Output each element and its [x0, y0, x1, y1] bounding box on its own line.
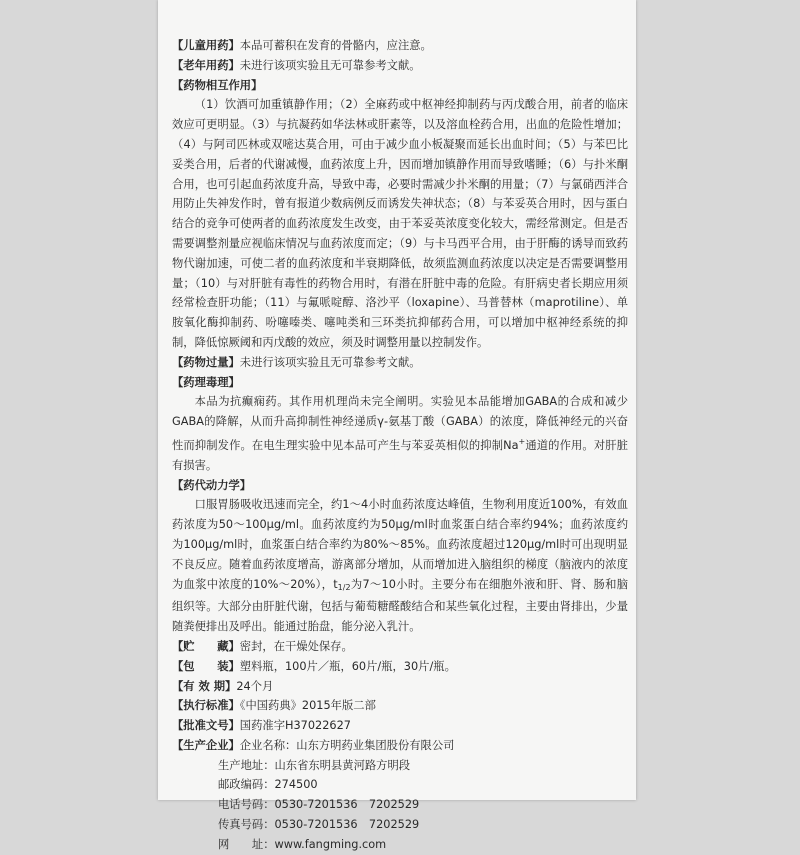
manufacturer-address: 生产地址：山东省东明县黄河路方明段: [218, 758, 411, 772]
pharmacokinetics-text-a: 口服胃肠吸收迅速而完全，约1～4小时血药浓度达峰值，生物利用度近100%，有效血药浓度为50～100μg/ml。血药浓度约为50μg/ml时血浆蛋白结合率约94%；血药浓度约为100μg/ml时，血浆蛋白结合率约为80%～85%。血药浓度超过120μg/ml时可出现明显不良反应。随着血药浓度增高，游离部分增加，从而增加进入脑组织的梯度（脑液内的浓度为血浆中浓度的10%～20%），t: [172, 498, 628, 591]
half-life-subscript: 1/2: [337, 582, 351, 592]
overdose-text: 未进行该项实验且无可靠参考文献。: [239, 355, 421, 369]
pharmacology-paragraph: [172, 392, 628, 475]
drug-leaflet-text: [172, 36, 628, 855]
pharmacokinetics-paragraph: [172, 495, 628, 637]
package-section: [172, 657, 628, 677]
pharmacokinetics-text-b: 为7～10小时。主要分布在细胞外液和肝、肾、肠和脑组织等。大部分由肝脏代谢，包括与葡萄糖醛酸结合和某些氧化过程，主要由肾排出，少量随粪便排出及呼出。能通过胎盘，能分泌入乳汁。: [172, 577, 628, 634]
standard-label: 【执行标准】: [172, 699, 240, 713]
manufacturer-postcode: 邮政编码：274500: [218, 778, 318, 792]
approval-text: 国药准字H37022627: [239, 719, 351, 733]
standard-section: [172, 696, 628, 716]
pharmacology-text-a: 本品为抗癫痫药。其作用机理尚未完全阐明。实验见本品能增加GABA的合成和减少GABA的降解，从而升高抑制性神经递质γ-氨基丁酸（GABA）的浓度，降低神经元的兴奋性而抑制发作。在电生理实验中见本品可产生与苯妥英相似的抑制Na: [172, 395, 628, 452]
interactions-heading: [172, 76, 628, 96]
interactions-label: 【药物相互作用】: [172, 78, 263, 92]
overdose-section: [172, 353, 628, 373]
child-use-text: 本品可蓄积在发育的骨骼内，应注意。: [239, 39, 432, 52]
pharmacology-text-b: 通道的作用。对肝脏有损害。: [172, 438, 628, 472]
child-use-label: 【儿童用药】: [172, 39, 240, 52]
overdose-label: 【药物过量】: [172, 355, 240, 369]
validity-section: [172, 677, 628, 697]
approval-label: 【批准文号】: [172, 719, 240, 733]
storage-label: 【贮 藏】: [172, 639, 240, 653]
pharmacology-section: [172, 392, 628, 475]
approval-section: [172, 716, 628, 736]
elderly-use-section: [172, 56, 628, 76]
validity-label: 【有 效 期】: [172, 679, 237, 693]
package-text: 塑料瓶，100片／瓶，60片/瓶，30片/瓶。: [239, 659, 456, 673]
standard-text: 《中国药典》2015年版二部: [239, 699, 376, 713]
pharmacology-heading: [172, 373, 628, 393]
manufacturer-website: 网 址：www.fangming.com: [218, 837, 387, 851]
sodium-charge-superscript: +: [518, 436, 526, 446]
interactions-section: [172, 95, 628, 352]
validity-text: 24个月: [236, 679, 274, 693]
child-use-section: [172, 36, 628, 56]
manufacturer-phone: 电话号码：0530-7201536 7202529: [218, 798, 420, 812]
elderly-use-text: 未进行该项实验且无可靠参考文献。: [239, 58, 421, 72]
manufacturer-label: 【生产企业】: [172, 738, 240, 752]
pharmacology-label: 【药理毒理】: [172, 375, 240, 389]
pharmacokinetics-heading: [172, 476, 628, 496]
manufacturer-name: 企业名称：山东方明药业集团股份有限公司: [239, 738, 455, 752]
pharmacokinetics-section: [172, 495, 628, 637]
manufacturer-section: [172, 736, 628, 756]
storage-text: 密封，在干燥处保存。: [239, 639, 353, 653]
package-label: 【包 装】: [172, 659, 240, 673]
manufacturer-fax: 传真号码：0530-7201536 7202529: [218, 818, 420, 832]
pharmacokinetics-label: 【药代动力学】: [172, 478, 252, 492]
interactions-text: （1）饮酒可加重镇静作用；（2）全麻药或中枢神经抑制药与丙戊酸合用，前者的临床效应可更明显。（3）与抗凝药如华法林或肝素等，以及溶血栓药合用，出血的危险性增加；（4）与阿司匹林或双嘧达莫合用，可由于减少血小板凝聚而延长出血时间；（5）与苯巴比妥类合用，后者的代谢减慢，血药浓度上升，因而增加镇静作用而导致嗜睡；（6）与扑米酮合用，也可引起血药浓度升高，导致中毒，必要时需减少扑米酮的用量；（7）与氯硝西泮合用防止失神发作时，曾有报道少数病例反而诱发失神状态；（8）与苯妥英合用时，因与蛋白结合的竞争可使两者的血药浓度发生改变，由于苯妥英浓度变化较大，需经常测定。但是否需要调整剂量应视临床情况与血药浓度而定；（9）与卡马西平合用，由于肝酶的诱导而致药物代谢加速，可使二者的血药浓度和半衰期降低，故须监测血药浓度以决定是否需要调整用量；（10）与对肝脏有毒性的药物合用时，有潜在肝脏中毒的危险。有肝病史者长期应用须经常检查肝功能；（11）与氟哌啶醇、洛沙平（loxapine）、马普替林（maprotiline）、单胺氧化酶抑制药、吩噻嗪类、噻吨类和三环类抗抑郁药合用，可以增加中枢神经系统的抑制，降低惊厥阈和丙戊酸的效应，须及时调整用量以控制发作。: [172, 98, 628, 349]
elderly-use-label: 【老年用药】: [172, 58, 240, 72]
storage-section: [172, 637, 628, 657]
